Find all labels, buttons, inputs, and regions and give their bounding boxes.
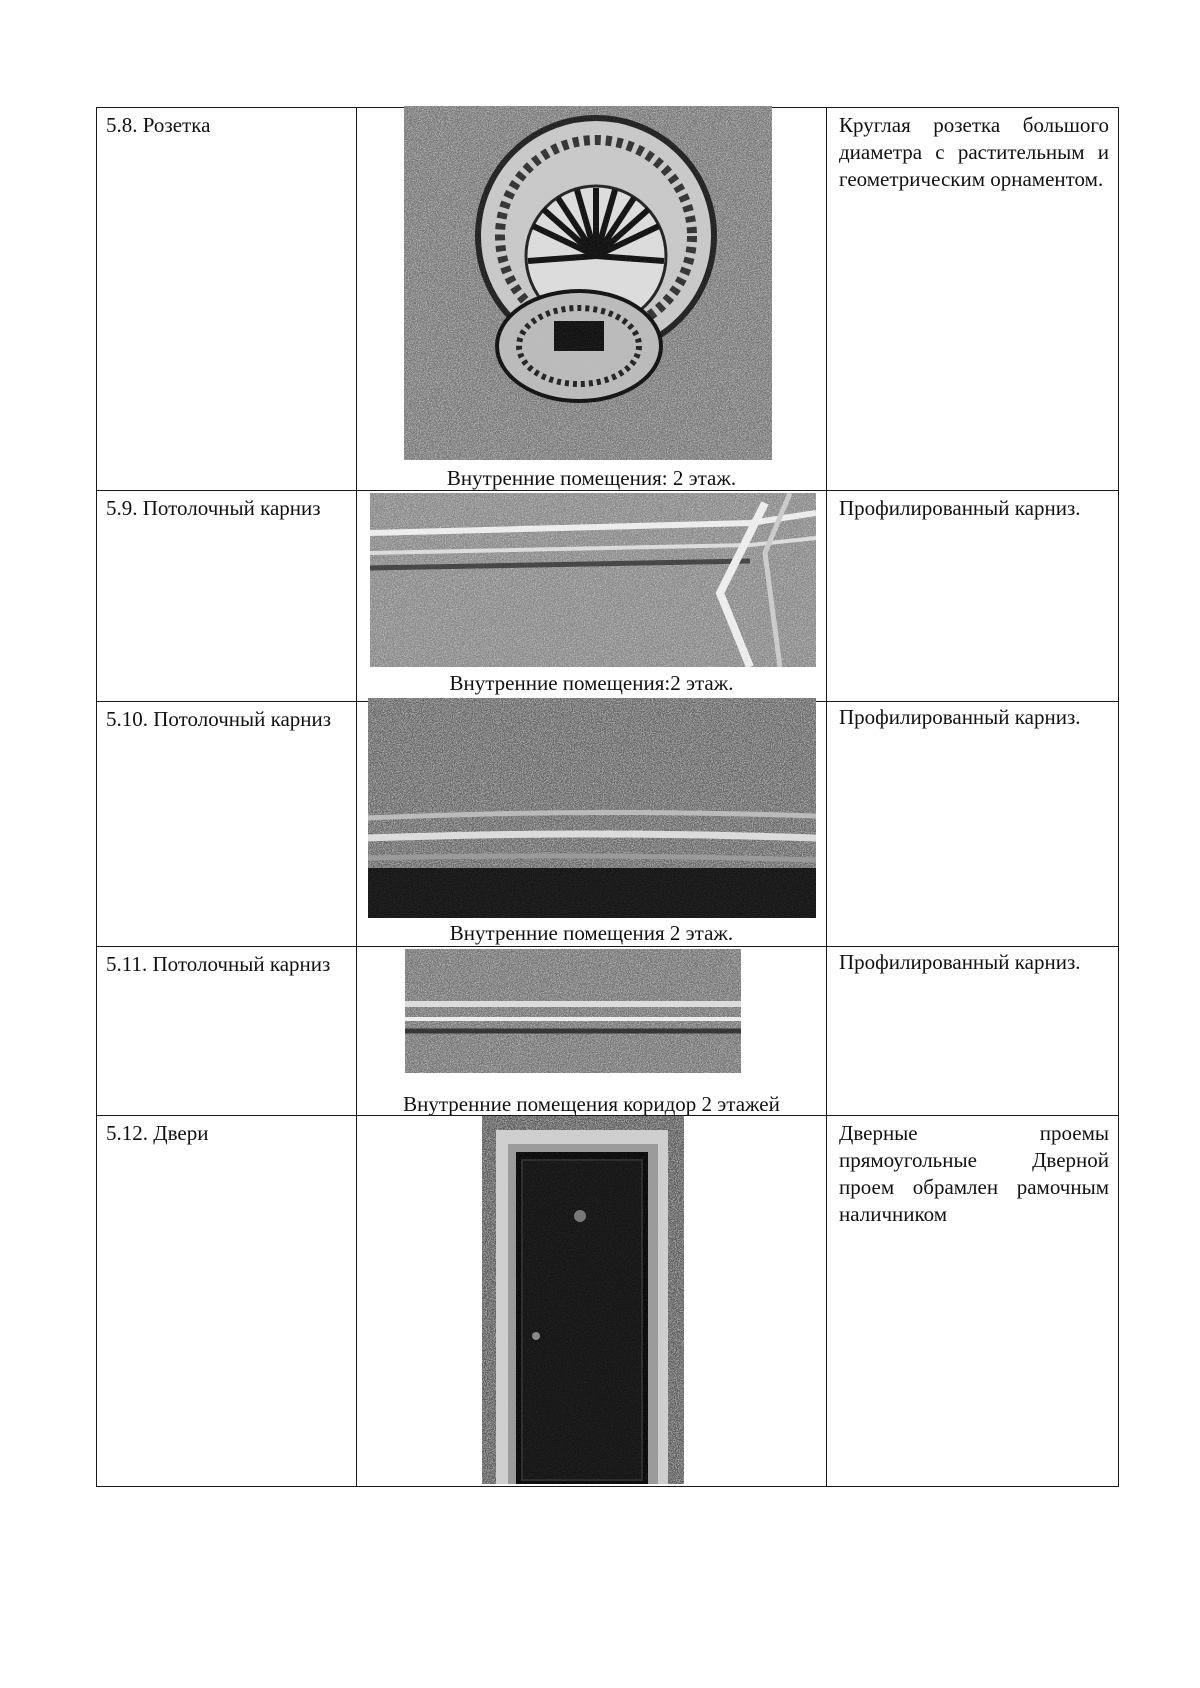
item-description: Дверные проемы прямоугольные Дверной проем обрамлен рамочным наличником: [839, 1121, 1109, 1226]
photo-caption: Внутренние помещения коридор 2 этажей: [403, 1092, 780, 1116]
image-cell: [357, 947, 827, 1116]
table-row: [97, 1116, 1119, 1487]
image-cell: [357, 491, 827, 702]
description-cell: [827, 1116, 1119, 1487]
ceiling-cornice-photo: [370, 493, 816, 667]
description-cell: [827, 108, 1119, 491]
table-row: [97, 108, 1119, 491]
door-photo: [482, 1116, 684, 1484]
photo-caption: Внутренние помещения:2 этаж.: [449, 671, 734, 695]
table-row: [97, 702, 1119, 947]
item-label: 5.8. Розетка: [106, 113, 211, 137]
label-cell: [97, 947, 357, 1116]
label-cell: [97, 491, 357, 702]
description-cell: [827, 491, 1119, 702]
table-row: [97, 491, 1119, 702]
table-row: [97, 947, 1119, 1116]
image-cell: [357, 702, 827, 947]
item-label: 5.12. Двери: [106, 1121, 209, 1145]
label-cell: [97, 108, 357, 491]
label-cell: [97, 1116, 357, 1487]
item-label: 5.9. Потолочный карниз: [106, 496, 321, 520]
photo-caption: Внутренние помещения: 2 этаж.: [446, 466, 737, 490]
image-cell: [357, 1116, 827, 1487]
ceiling-rosette-photo: [404, 106, 772, 460]
image-cell: [357, 108, 827, 491]
corridor-cornice-photo: [405, 949, 741, 1073]
ceiling-cornice-photo: [368, 698, 816, 918]
item-label: 5.10. Потолочный карниз: [106, 707, 332, 731]
item-description: Круглая розетка большого диаметра с растительным и геометрическим орнаментом.: [839, 113, 1109, 191]
description-table: [96, 107, 1119, 1487]
photo-caption: Внутренние помещения 2 этаж.: [449, 921, 734, 945]
item-label: 5.11. Потолочный карниз: [106, 952, 331, 976]
item-description: Профилированный карниз.: [839, 496, 1081, 520]
description-cell: [827, 947, 1119, 1116]
item-description: Профилированный карниз.: [839, 705, 1081, 729]
item-description: Профилированный карниз.: [839, 950, 1081, 974]
label-cell: [97, 702, 357, 947]
description-cell: [827, 702, 1119, 947]
